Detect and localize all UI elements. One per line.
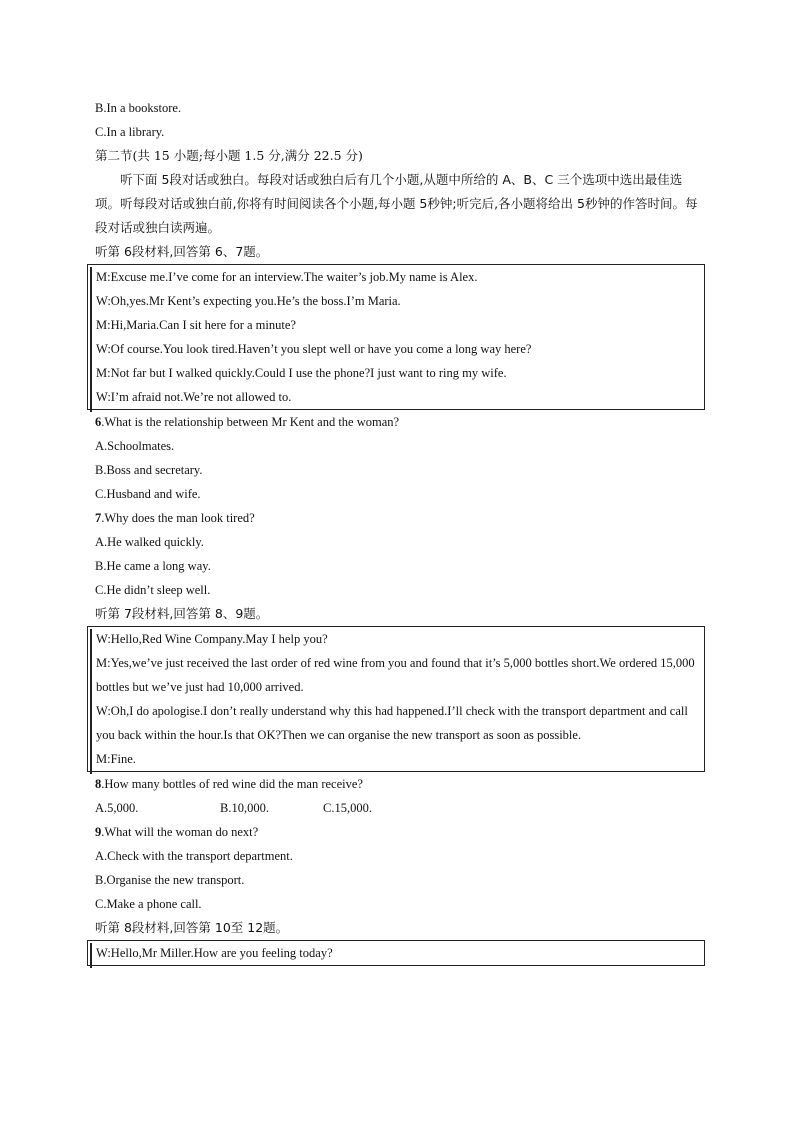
answer-option: B.He came a long way. — [95, 559, 211, 573]
segment-header: 听第 8段材料,回答第 10至 12题。 — [95, 920, 289, 935]
transcript-line: W:Oh,I do apologise.I don’t really understand why this had happened.I’ll check with the transport department and call you back within the hour.Is that OK?Then we can organise the new transport as soon as possible. — [96, 704, 688, 742]
transcript-box — [87, 264, 705, 410]
transcript-line: W:Hello,Mr Miller.How are you feeling today? — [96, 946, 333, 960]
answer-option: A.Schoolmates. — [95, 439, 175, 453]
section-instruction: 听下面 5段对话或独白。每段对话或独白后有几个小题,从题中所给的 A、B、C 三个选项中选出最佳选项。听每段对话或独白前,你将有时间阅读各个小题,每小题 5秒钟;听完后,各小题将给出 5秒钟的作答时间。每段对话或独白读两遍。 — [95, 172, 698, 235]
question-number: 9 — [95, 825, 102, 839]
section-title: 第二节(共 15 小题;每小题 1.5 分,满分 22.5 分) — [95, 148, 363, 163]
transcript-line: W:I’m afraid not.We’re not allowed to. — [96, 390, 292, 404]
question — [95, 820, 707, 844]
answer-option: B.Organise the new transport. — [95, 873, 245, 887]
answer-option: C.15,000. — [323, 801, 372, 815]
answer-option: C.Make a phone call. — [95, 897, 202, 911]
segment-header: 听第 7段材料,回答第 8、9题。 — [95, 606, 269, 621]
option-line: C.In a library. — [95, 125, 165, 139]
question — [95, 772, 707, 796]
transcript-box — [87, 626, 705, 772]
transcript-line: M:Fine. — [96, 752, 136, 766]
answer-option: B.Boss and secretary. — [95, 463, 203, 477]
option-line: B.In a bookstore. — [95, 101, 182, 115]
answer-option: C.Husband and wife. — [95, 487, 201, 501]
answer-option: C.He didn’t sleep well. — [95, 583, 211, 597]
transcript-line: M:Excuse me.I’ve come for an interview.The waiter’s job.My name is Alex. — [96, 270, 478, 284]
transcript-line: M:Not far but I walked quickly.Could I use the phone?I just want to ring my wife. — [96, 366, 507, 380]
question-text: .How many bottles of red wine did the man receive? — [101, 777, 363, 791]
transcript-line: W:Oh,yes.Mr Kent’s expecting you.He’s the boss.I’m Maria. — [96, 294, 401, 308]
answer-option: B.10,000. — [220, 801, 269, 815]
answer-option: A.Check with the transport department. — [95, 849, 293, 863]
transcript-line: W:Of course.You look tired.Haven’t you slept well or have you come a long way here? — [96, 342, 532, 356]
question-text: .What will the woman do next? — [101, 825, 259, 839]
question-number: 7 — [95, 511, 102, 525]
question — [95, 506, 707, 530]
transcript-box — [87, 940, 705, 966]
transcript-line: M:Yes,we’ve just received the last order of red wine from you and found that it’s 5,000 bottles short.We ordered 15,000 bottles but we’ve just had 10,000 arrived. — [96, 656, 695, 694]
question-text: .Why does the man look tired? — [101, 511, 255, 525]
transcript-line: W:Hello,Red Wine Company.May I help you? — [96, 632, 328, 646]
transcript-line: M:Hi,Maria.Can I sit here for a minute? — [96, 318, 296, 332]
question-number: 6 — [95, 415, 102, 429]
question-number: 8 — [95, 777, 102, 791]
answer-option: A.5,000. — [95, 801, 139, 815]
question-text: .What is the relationship between Mr Kent and the woman? — [101, 415, 400, 429]
document-content — [95, 96, 707, 966]
answer-options-row — [95, 796, 707, 820]
question — [95, 410, 707, 434]
answer-option: A.He walked quickly. — [95, 535, 204, 549]
segment-header: 听第 6段材料,回答第 6、7题。 — [95, 244, 269, 259]
